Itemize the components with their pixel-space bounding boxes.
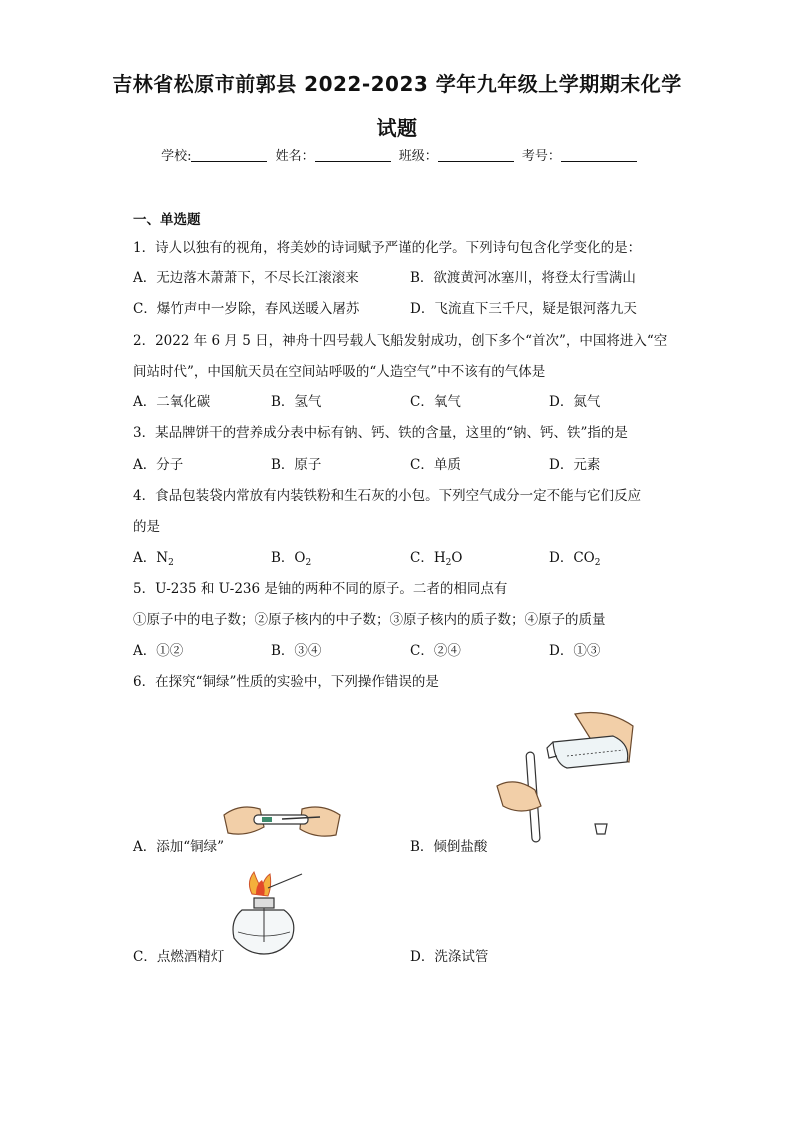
class-blank[interactable] — [438, 149, 514, 162]
question-2-stem-line-1: 2．2022 年 6 月 5 日，神舟十四号载人飞船发射成功，创下多个“首次”，中国将进入“空 — [133, 333, 668, 349]
section-heading: 一、单选题 — [133, 212, 201, 228]
q2-option-d[interactable]: D．氮气 — [549, 394, 601, 410]
title-line-1: 吉林省松原市前郭县 2022-2023 学年九年级上学期期末化学 — [112, 72, 682, 96]
q2-option-a[interactable]: A．二氧化碳 — [133, 394, 211, 410]
q5-option-a[interactable]: A．①② — [133, 643, 184, 659]
q1-option-a[interactable]: A．无边落木萧萧下，不尽长江滚滚来 — [133, 270, 359, 286]
light-alcohol-lamp-figure — [228, 870, 308, 964]
name-label: 姓名： — [275, 149, 315, 164]
pour-hydrochloric-acid-figure — [495, 706, 635, 848]
q2-option-c[interactable]: C．氧气 — [410, 394, 461, 410]
q1-option-b[interactable]: B．欲渡黄河冰塞川，将登太行雪满山 — [410, 270, 636, 286]
school-label: 学校: — [161, 149, 192, 164]
question-5-stem-line-1: 5．U-235 和 U-236 是铀的两种不同的原子。二者的相同点有 — [133, 581, 508, 597]
school-blank[interactable] — [191, 149, 267, 162]
q6-option-a[interactable]: A．添加“铜绿” — [133, 839, 225, 855]
add-copper-green-figure — [222, 797, 342, 847]
exam-number-blank[interactable] — [561, 149, 637, 162]
question-1-stem: 1．诗人以独有的视角，将美妙的诗词赋予严谨的化学。下列诗句包含化学变化的是： — [133, 240, 642, 256]
question-2-stem-line-2: 间站时代”，中国航天员在空间站呼吸的“人造空气”中不该有的气体是 — [133, 364, 546, 380]
q4-option-a[interactable]: A．$N_2$ — [133, 550, 174, 568]
question-6-stem: 6．在探究“铜绿”性质的实验中，下列操作错误的是 — [133, 674, 439, 690]
q4-option-d[interactable]: D．$CO_2$ — [549, 550, 601, 568]
q4-option-c[interactable]: C．$H_2O$ — [410, 550, 463, 568]
student-info-row — [0, 145, 794, 164]
q1-option-c[interactable]: C．爆竹声中一岁除，春风送暖入屠苏 — [133, 301, 360, 317]
title-line-2: 试题 — [376, 116, 418, 140]
q6-option-d[interactable]: D．洗涤试管 — [410, 949, 489, 965]
q3-option-c[interactable]: C．单质 — [410, 457, 461, 473]
question-5-stem-line-2: ①原子中的电子数；②原子核内的中子数；③原子核内的质子数；④原子的质量 — [133, 612, 606, 628]
q6-option-b[interactable]: B．倾倒盐酸 — [410, 839, 488, 855]
q3-option-d[interactable]: D．元素 — [549, 457, 601, 473]
q2-option-b[interactable]: B．氢气 — [271, 394, 322, 410]
question-3-stem: 3．某品牌饼干的营养成分表中标有钠、钙、铁的含量，这里的“钠、钙、铁”指的是 — [133, 425, 628, 441]
q3-option-a[interactable]: A．分子 — [133, 457, 184, 473]
q6-option-c[interactable]: C．点燃酒精灯 — [133, 949, 225, 965]
q4-option-b[interactable]: B．$O_2$ — [271, 550, 312, 568]
exam-number-label: 考号： — [521, 149, 561, 164]
q5-option-d[interactable]: D．①③ — [549, 643, 601, 659]
q3-option-b[interactable]: B．原子 — [271, 457, 322, 473]
class-label: 班级： — [398, 149, 438, 164]
q5-option-c[interactable]: C．②④ — [410, 643, 461, 659]
q5-option-b[interactable]: B．③④ — [271, 643, 322, 659]
question-4-stem-line-2: 的是 — [133, 519, 160, 535]
q1-option-d[interactable]: D．飞流直下三千尺，疑是银河落九天 — [410, 301, 637, 317]
question-4-stem-line-1: 4．食品包装袋内常放有内装铁粉和生石灰的小包。下列空气成分一定不能与它们反应 — [133, 488, 642, 504]
name-blank[interactable] — [315, 149, 391, 162]
